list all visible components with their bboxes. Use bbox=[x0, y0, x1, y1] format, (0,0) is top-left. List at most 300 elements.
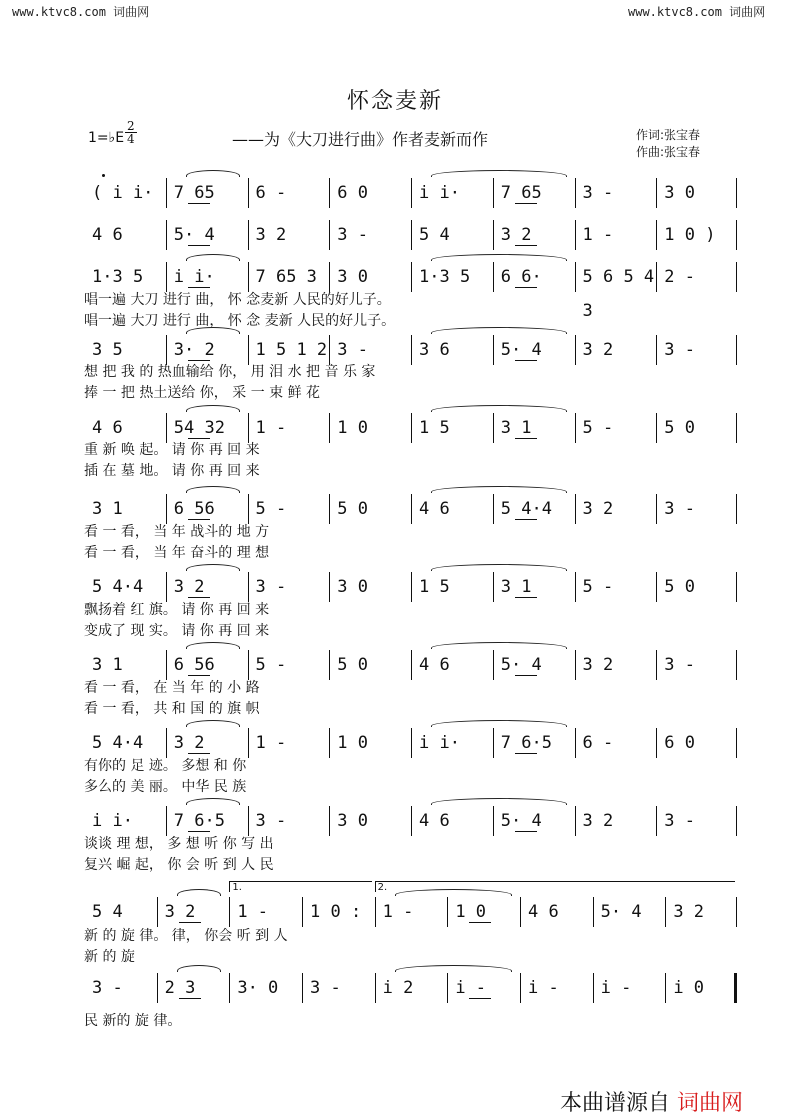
measure: 2 3 bbox=[164, 978, 196, 998]
measure: 5 - bbox=[582, 577, 614, 597]
bar-line bbox=[229, 973, 230, 1003]
bar-line bbox=[493, 335, 494, 365]
time-denominator: 4 bbox=[127, 132, 135, 146]
watermark-right: www.ktvc8.com 词曲网 bbox=[628, 5, 766, 19]
measure: 3 - bbox=[664, 655, 695, 675]
lyric-line: 新 的 旋 律。 律， 你会 听 到 人 bbox=[84, 928, 288, 944]
bar-line bbox=[166, 572, 167, 602]
bar-line bbox=[520, 973, 521, 1003]
bar-line bbox=[736, 650, 737, 680]
measure: 5 0 bbox=[337, 499, 368, 519]
bar-line bbox=[736, 728, 737, 758]
measure: 3 2 bbox=[255, 225, 287, 245]
bar-line bbox=[575, 728, 576, 758]
bar-line bbox=[248, 806, 249, 836]
slur bbox=[186, 327, 240, 334]
lyric-line: 新 的 旋 bbox=[84, 949, 135, 965]
measure: 1 5 1 2 bbox=[255, 340, 328, 360]
lyric-line: 看 一 看， 当 年 战斗的 地 方 bbox=[84, 524, 270, 540]
bar-line bbox=[736, 413, 737, 443]
bar-line bbox=[166, 728, 167, 758]
bar-line bbox=[411, 335, 412, 365]
bar-line bbox=[447, 973, 448, 1003]
measure: 3· 0 bbox=[237, 978, 279, 998]
score-system bbox=[84, 648, 738, 682]
bar-line bbox=[166, 494, 167, 524]
measure: 3 - bbox=[664, 499, 695, 519]
bar-line bbox=[493, 494, 494, 524]
measure: 3 2 bbox=[164, 902, 196, 922]
measure: i - bbox=[528, 978, 559, 998]
notes-row bbox=[84, 570, 738, 604]
beam bbox=[515, 519, 537, 520]
slur bbox=[186, 642, 240, 649]
song-subtitle: ——为《大刀进行曲》作者麦新而作 bbox=[232, 130, 489, 149]
notes-row bbox=[84, 648, 738, 682]
measure: 3 - bbox=[337, 225, 368, 245]
slur bbox=[186, 486, 240, 493]
measure: 4 6 bbox=[92, 225, 123, 245]
score-system bbox=[84, 882, 738, 929]
notes-row bbox=[84, 411, 738, 445]
slur bbox=[177, 965, 222, 972]
measure: 5· 4 bbox=[500, 655, 542, 675]
measure: 6 - bbox=[255, 183, 287, 203]
measure: 5 - bbox=[582, 418, 614, 438]
beam bbox=[515, 831, 537, 832]
bar-line bbox=[493, 728, 494, 758]
bar-line bbox=[411, 806, 412, 836]
beam bbox=[515, 287, 537, 288]
bar-line bbox=[493, 220, 494, 250]
measure: 5· 4 bbox=[600, 902, 642, 922]
bar-line bbox=[248, 650, 249, 680]
bar-line bbox=[447, 897, 448, 927]
measure: 3 - bbox=[337, 340, 368, 360]
bar-line bbox=[493, 806, 494, 836]
bar-line bbox=[593, 897, 594, 927]
measure: 1 0 bbox=[337, 418, 368, 438]
bar-line bbox=[575, 650, 576, 680]
measure: 5· 4 bbox=[173, 225, 215, 245]
bar-line bbox=[575, 572, 576, 602]
bar-line bbox=[656, 178, 657, 208]
bar-line bbox=[411, 178, 412, 208]
measure: 1 0 : bbox=[310, 902, 362, 922]
measure: 3 - bbox=[255, 811, 287, 831]
measure: i - bbox=[455, 978, 487, 998]
beam bbox=[469, 922, 491, 923]
bar-line bbox=[665, 973, 666, 1003]
bar-line bbox=[166, 335, 167, 365]
bar-line bbox=[302, 973, 303, 1003]
watermark-left: www.ktvc8.com 词曲网 bbox=[12, 5, 150, 19]
measure: 1 0 bbox=[337, 733, 368, 753]
lyric-line: 看 一 看， 在 当 年 的 小 路 bbox=[84, 680, 260, 696]
measure: i - bbox=[600, 978, 632, 998]
measure: 3 - bbox=[582, 183, 614, 203]
bar-line bbox=[736, 335, 737, 365]
measure: 4 6 bbox=[419, 499, 450, 519]
bar-line bbox=[656, 262, 657, 292]
bar-line bbox=[493, 178, 494, 208]
measure: 5 4·4 bbox=[92, 733, 144, 753]
measure: 5· 4 bbox=[500, 811, 542, 831]
bar-line bbox=[411, 650, 412, 680]
measure: 1 0 bbox=[455, 902, 487, 922]
bar-line bbox=[593, 973, 594, 1003]
bar-line bbox=[493, 413, 494, 443]
beam bbox=[188, 360, 210, 361]
bar-line bbox=[493, 262, 494, 292]
measure: i 0 bbox=[673, 978, 705, 998]
measure: 5 0 bbox=[664, 577, 695, 597]
bar-line bbox=[575, 335, 576, 365]
slur bbox=[431, 405, 567, 412]
notes-row bbox=[84, 176, 738, 210]
bar-line bbox=[411, 262, 412, 292]
beam bbox=[515, 203, 537, 204]
measure: 6 56 bbox=[173, 655, 215, 675]
score-system bbox=[84, 971, 738, 1005]
lyric-line: 变成了 现 实。 请 你 再 回 来 bbox=[84, 623, 270, 639]
beam bbox=[515, 675, 537, 676]
octave-dot bbox=[102, 174, 105, 177]
measure: i i· bbox=[92, 811, 133, 831]
time-numerator: 2 bbox=[127, 119, 135, 133]
measure: ( i i· bbox=[92, 183, 154, 203]
measure: 5 0 bbox=[337, 655, 368, 675]
bar-line bbox=[166, 178, 167, 208]
measure: 5 - bbox=[255, 655, 287, 675]
bar-line bbox=[493, 572, 494, 602]
key-signature bbox=[88, 130, 124, 146]
measure: 1 - bbox=[237, 902, 269, 922]
bar-line bbox=[166, 262, 167, 292]
measure: 6 56 bbox=[173, 499, 215, 519]
measure: 6 0 bbox=[337, 183, 368, 203]
measure: i 2 bbox=[382, 978, 414, 998]
measure: 5 6 5 4 3 bbox=[582, 267, 655, 321]
measure: 3 2 bbox=[500, 225, 532, 245]
measure: 3 0 bbox=[337, 577, 368, 597]
measure: i i· bbox=[419, 733, 460, 753]
bar-line bbox=[575, 178, 576, 208]
measure: 3 - bbox=[310, 978, 341, 998]
measure: 5· 4 bbox=[500, 340, 542, 360]
slur bbox=[186, 720, 240, 727]
bar-line bbox=[166, 413, 167, 443]
bar-line bbox=[248, 335, 249, 365]
bar-line bbox=[329, 335, 330, 365]
bar-line bbox=[656, 220, 657, 250]
volta-bracket: 1. bbox=[229, 881, 371, 892]
score-system bbox=[84, 333, 738, 367]
bar-line bbox=[575, 262, 576, 292]
bar-line bbox=[248, 413, 249, 443]
measure: 3 6 bbox=[419, 340, 450, 360]
measure: 5 4·4 bbox=[500, 499, 552, 519]
measure: 7 6·5 bbox=[500, 733, 552, 753]
bar-line bbox=[329, 178, 330, 208]
bar-line bbox=[411, 220, 412, 250]
notes-row bbox=[84, 971, 738, 1005]
bar-line bbox=[248, 728, 249, 758]
beam bbox=[469, 998, 491, 999]
bar-line bbox=[157, 897, 158, 927]
slur bbox=[186, 564, 240, 571]
bar-line bbox=[329, 572, 330, 602]
bar-line bbox=[302, 897, 303, 927]
lyric-line: 捧 一 把 热土送给 你， 采 一 束 鲜 花 bbox=[84, 385, 321, 401]
bar-line bbox=[329, 728, 330, 758]
bar-line bbox=[656, 494, 657, 524]
lyric-line: 谈谈 理 想， 多 想 听 你 写 出 bbox=[84, 836, 274, 852]
measure: 7 65 bbox=[500, 183, 542, 203]
bar-line bbox=[248, 262, 249, 292]
slur bbox=[431, 327, 567, 334]
measure: 3 - bbox=[664, 340, 695, 360]
measure: 3 - bbox=[664, 811, 695, 831]
lyric-line: 想 把 我 的 热血输给 你， 用 泪 水 把 音 乐 家 bbox=[84, 364, 376, 380]
slur bbox=[177, 889, 222, 896]
bar-line bbox=[411, 494, 412, 524]
measure: 7 6·5 bbox=[173, 811, 225, 831]
beam bbox=[515, 597, 537, 598]
beam bbox=[188, 831, 210, 832]
measure: 3 2 bbox=[582, 811, 614, 831]
bar-line bbox=[329, 220, 330, 250]
measure: 1 - bbox=[382, 902, 414, 922]
measure: 3 0 bbox=[337, 811, 368, 831]
slur bbox=[431, 564, 567, 571]
bar-line bbox=[166, 220, 167, 250]
measure: 7 65 bbox=[173, 183, 215, 203]
notes-row bbox=[84, 492, 738, 526]
beam bbox=[188, 245, 210, 246]
slur bbox=[431, 486, 567, 493]
bar-line bbox=[656, 413, 657, 443]
lyric-line: 民 新的 旋 律。 bbox=[84, 1013, 182, 1029]
bar-line bbox=[229, 897, 230, 927]
measure: 5 0 bbox=[664, 418, 695, 438]
lyric-line: 插 在 墓 地。 请 你 再 回 来 bbox=[84, 463, 260, 479]
bar-line bbox=[520, 897, 521, 927]
measure: 1·3 5 bbox=[92, 267, 144, 287]
measure: 3 2 bbox=[173, 733, 205, 753]
slur bbox=[186, 170, 240, 177]
measure: 3 1 bbox=[92, 499, 123, 519]
footer-text: 本曲谱源自 bbox=[560, 1091, 671, 1116]
measure: 1 5 bbox=[419, 418, 450, 438]
beam bbox=[188, 675, 210, 676]
score-system bbox=[84, 570, 738, 604]
slur bbox=[431, 170, 567, 177]
measure: 4 6 bbox=[92, 418, 123, 438]
measure: 3 0 bbox=[337, 267, 368, 287]
measure: 3 2 bbox=[673, 902, 705, 922]
beam bbox=[515, 360, 537, 361]
footer-brand: 词曲网 bbox=[677, 1091, 744, 1116]
bar-line bbox=[493, 650, 494, 680]
measure: 5 - bbox=[255, 499, 287, 519]
bar-line bbox=[166, 650, 167, 680]
measure: 3 0 bbox=[664, 183, 695, 203]
measure: 4 6 bbox=[419, 655, 450, 675]
measure: 3 2 bbox=[582, 499, 614, 519]
song-title: 怀念麦新 bbox=[346, 89, 443, 114]
lyric-line: 唱一遍 大刀 进行 曲， 怀 念 麦新 人民的好儿子。 bbox=[84, 313, 396, 329]
lyric-line: 看 一 看， 当 年 奋斗的 理 想 bbox=[84, 545, 270, 561]
notes-row bbox=[84, 218, 738, 252]
bar-line bbox=[656, 806, 657, 836]
bar-line bbox=[329, 806, 330, 836]
measure: i i· bbox=[419, 183, 460, 203]
beam bbox=[188, 753, 210, 754]
beam bbox=[188, 203, 210, 204]
beam bbox=[188, 519, 210, 520]
beam bbox=[515, 753, 537, 754]
measure: 54 32 bbox=[173, 418, 225, 438]
bar-line bbox=[656, 572, 657, 602]
bar-line bbox=[575, 806, 576, 836]
bar-line bbox=[736, 897, 737, 927]
key-note: ♭E bbox=[108, 130, 125, 146]
measure: 5 4 bbox=[419, 225, 450, 245]
measure: 1 5 bbox=[419, 577, 450, 597]
bar-line bbox=[329, 413, 330, 443]
measure: 1 0 ) bbox=[664, 225, 716, 245]
bar-line bbox=[656, 335, 657, 365]
beam bbox=[188, 438, 210, 439]
beam bbox=[179, 998, 201, 999]
bar-line bbox=[734, 973, 737, 1003]
measure: 1 - bbox=[582, 225, 614, 245]
score-system bbox=[84, 726, 738, 760]
lyric-line: 飘扬着 红 旗。 请 你 再 回 来 bbox=[84, 602, 270, 618]
time-signature bbox=[125, 120, 137, 145]
measure: 5 4 bbox=[92, 902, 123, 922]
score-system bbox=[84, 176, 738, 210]
notes-row bbox=[84, 895, 738, 929]
measure: 4 6 bbox=[419, 811, 450, 831]
measure: 3 1 bbox=[92, 655, 123, 675]
notes-row bbox=[84, 726, 738, 760]
bar-line bbox=[411, 572, 412, 602]
measure: 2 - bbox=[664, 267, 695, 287]
bar-line bbox=[575, 413, 576, 443]
measure: 4 6 bbox=[528, 902, 559, 922]
bar-line bbox=[329, 650, 330, 680]
beam bbox=[179, 922, 201, 923]
score-system bbox=[84, 804, 738, 838]
composer-credit: 作曲:张宝春 bbox=[636, 145, 701, 159]
lyric-line: 有你的 足 迹。 多想 和 你 bbox=[84, 758, 247, 774]
bar-line bbox=[248, 494, 249, 524]
bar-line bbox=[736, 262, 737, 292]
bar-line bbox=[248, 572, 249, 602]
measure: 3 - bbox=[255, 577, 287, 597]
bar-line bbox=[411, 728, 412, 758]
score-system bbox=[84, 492, 738, 526]
slur bbox=[186, 405, 240, 412]
lyric-line: 唱一遍 大刀 进行 曲， 怀 念麦新 人民的好儿子。 bbox=[84, 292, 391, 308]
measure: 1·3 5 bbox=[419, 267, 471, 287]
bar-line bbox=[375, 973, 376, 1003]
volta-bracket: 2. bbox=[375, 881, 735, 892]
bar-line bbox=[375, 897, 376, 927]
slur bbox=[431, 642, 567, 649]
bar-line bbox=[166, 806, 167, 836]
bar-line bbox=[248, 220, 249, 250]
measure: 3 - bbox=[92, 978, 123, 998]
measure: 1 - bbox=[255, 418, 287, 438]
bar-line bbox=[411, 413, 412, 443]
measure: 5 4·4 bbox=[92, 577, 144, 597]
slur bbox=[186, 798, 240, 805]
lyric-line: 看 一 看， 共 和 国 的 旗 帜 bbox=[84, 701, 260, 717]
bar-line bbox=[736, 806, 737, 836]
slur bbox=[431, 254, 567, 261]
slur bbox=[431, 798, 567, 805]
bar-line bbox=[665, 897, 666, 927]
beam bbox=[515, 245, 537, 246]
bar-line bbox=[329, 262, 330, 292]
footer-source bbox=[560, 1086, 743, 1117]
score-system bbox=[84, 218, 738, 252]
bar-line bbox=[656, 728, 657, 758]
bar-line bbox=[736, 220, 737, 250]
slur bbox=[431, 720, 567, 727]
beam bbox=[188, 287, 210, 288]
bar-line bbox=[575, 220, 576, 250]
bar-line bbox=[736, 178, 737, 208]
bar-line bbox=[736, 494, 737, 524]
measure: 3 1 bbox=[500, 418, 532, 438]
measure: 3 1 bbox=[500, 577, 532, 597]
measure: 3 2 bbox=[582, 340, 614, 360]
lyric-line: 多么的 美 丽。 中华 民 族 bbox=[84, 779, 247, 795]
measure: 3 2 bbox=[582, 655, 614, 675]
key-prefix: 1= bbox=[88, 130, 109, 146]
measure: 7 65 3 bbox=[255, 267, 317, 287]
bar-line bbox=[329, 494, 330, 524]
score-system bbox=[84, 411, 738, 445]
bar-line bbox=[248, 178, 249, 208]
measure: i i· bbox=[173, 267, 215, 287]
measure: 6 0 bbox=[664, 733, 695, 753]
measure: 1 - bbox=[255, 733, 287, 753]
bar-line bbox=[575, 494, 576, 524]
beam bbox=[515, 438, 537, 439]
notes-row bbox=[84, 804, 738, 838]
slur bbox=[186, 254, 240, 261]
notes-row bbox=[84, 333, 738, 367]
bar-line bbox=[157, 973, 158, 1003]
measure: 6 6· bbox=[500, 267, 542, 287]
lyric-line: 复兴 崛 起， 你 会 听 到 人 民 bbox=[84, 857, 274, 873]
beam bbox=[188, 597, 210, 598]
measure: 3 2 bbox=[173, 577, 205, 597]
measure: 3· 2 bbox=[173, 340, 215, 360]
bar-line bbox=[736, 572, 737, 602]
measure: 6 - bbox=[582, 733, 614, 753]
bar-line bbox=[656, 650, 657, 680]
slur bbox=[395, 965, 512, 972]
measure: 3 5 bbox=[92, 340, 123, 360]
lyric-line: 重 新 唤 起。 请 你 再 回 来 bbox=[84, 442, 260, 458]
lyricist-credit: 作词:张宝春 bbox=[636, 128, 701, 142]
